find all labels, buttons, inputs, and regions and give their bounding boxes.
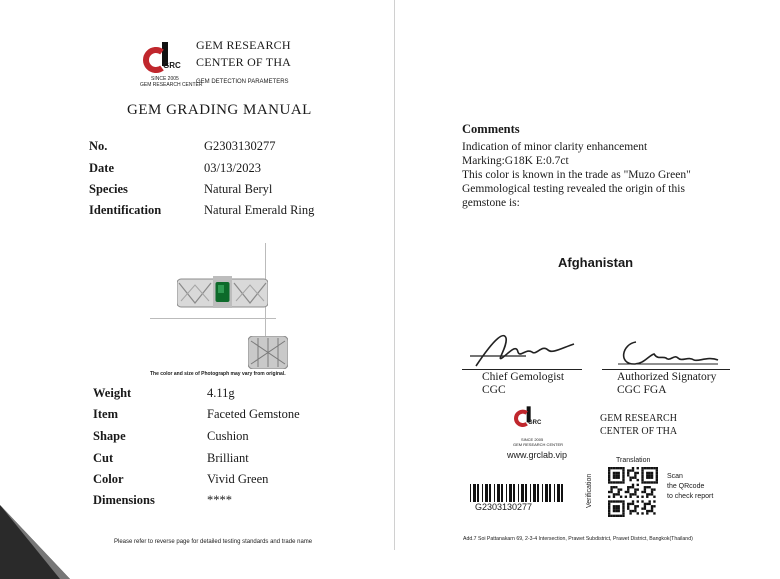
barcode-number: G2303130277 xyxy=(475,502,533,512)
field-value-identification: Natural Emerald Ring xyxy=(204,203,315,217)
field-label-shape: Shape xyxy=(93,429,126,443)
field-value-species: Natural Beryl xyxy=(204,182,273,196)
scan-line-2: the QRcode xyxy=(667,483,705,490)
field-label-species: Species xyxy=(89,182,128,196)
signer-2-sub: CGC FGA xyxy=(617,384,667,396)
sig-line-2 xyxy=(602,369,730,370)
comment-line-3: This color is known in the trade as "Muzo Green" xyxy=(462,169,691,181)
field-value-dimensions: **** xyxy=(207,493,232,507)
qr-code[interactable] xyxy=(608,467,658,517)
qr-vertical-label: Verification xyxy=(586,473,593,508)
logo-mark-text: GRC xyxy=(163,61,181,70)
right-org-name-1: GEM RESEARCH xyxy=(600,413,677,424)
photo-guide-line-h xyxy=(150,318,276,319)
comment-line-5: gemstone is: xyxy=(462,197,520,209)
field-value-shape: Cushion xyxy=(207,429,249,443)
field-value-date: 03/13/2023 xyxy=(204,161,261,175)
org-tagline: GEM DETECTION PARAMETERS xyxy=(196,79,289,85)
field-value-item: Faceted Gemstone xyxy=(207,407,300,421)
address-footer: Add.7 Soi Pattanakarn 69, 2-3-4 Intersection, Prawet Subdistrict, Prawet District, Bangkok(Thailand) xyxy=(463,536,693,542)
comment-line-2: Marking:G18K E:0.7ct xyxy=(462,155,569,167)
qr-top-label: Translation xyxy=(616,457,651,464)
field-value-color: Vivid Green xyxy=(207,472,269,486)
signer-1-title: Chief Gemologist xyxy=(482,371,565,383)
signer-1-sub: CGC xyxy=(482,384,506,396)
right-org-name-2: CENTER OF THA xyxy=(600,426,678,437)
logo-right-subtitle: GEM RESEARCH CENTER xyxy=(513,442,564,447)
comment-line-4: Gemmological testing revealed the origin of this xyxy=(462,183,685,195)
field-label-no: No. xyxy=(89,139,108,153)
comment-line-1: Indication of minor clarity enhancement xyxy=(462,141,648,153)
scan-line-1: Scan xyxy=(667,473,683,480)
page-corner-shadow xyxy=(0,505,70,579)
field-value-cut: Brilliant xyxy=(207,451,249,465)
field-label-cut: Cut xyxy=(93,451,114,465)
field-label-color: Color xyxy=(93,472,124,486)
field-label-weight: Weight xyxy=(93,386,132,400)
barcode xyxy=(470,484,564,502)
field-value-no: G2303130277 xyxy=(204,139,276,153)
document-title: GEM GRADING MANUAL xyxy=(127,102,312,118)
logo-since: SINCE 2005 xyxy=(151,76,179,82)
photo-caption: The color and size of Photograph may vary from original. xyxy=(150,371,286,377)
sig-line-1 xyxy=(462,369,582,370)
field-value-weight: 4.11g xyxy=(207,386,235,400)
org-name-line-1: GEM RESEARCH xyxy=(196,38,291,52)
page-fold-line xyxy=(394,0,395,550)
website: www.grclab.vip xyxy=(507,450,568,460)
ring-side-photo xyxy=(248,336,288,369)
field-label-dimensions: Dimensions xyxy=(93,493,155,507)
ring-top-photo xyxy=(177,273,268,312)
field-label-identification: Identification xyxy=(89,203,162,217)
signer-2-title: Authorized Signatory xyxy=(617,371,717,383)
authorized-signature xyxy=(614,338,722,370)
comments-title: Comments xyxy=(462,122,520,136)
field-label-item: Item xyxy=(93,407,118,421)
logo-subtitle: GEM RESEARCH CENTER xyxy=(140,82,203,88)
origin-value: Afghanistan xyxy=(558,255,634,270)
chief-gemologist-signature xyxy=(466,326,578,372)
left-footer-note: Please refer to reverse page for detailed testing standards and trade name xyxy=(114,539,313,545)
org-name-line-2: CENTER OF THA xyxy=(196,55,292,69)
logo-right-since: SINCE 2005 xyxy=(521,437,544,442)
logo-right-mark-text: GRC xyxy=(528,420,542,426)
field-label-date: Date xyxy=(89,161,114,175)
scan-line-3: to check report xyxy=(667,493,714,500)
